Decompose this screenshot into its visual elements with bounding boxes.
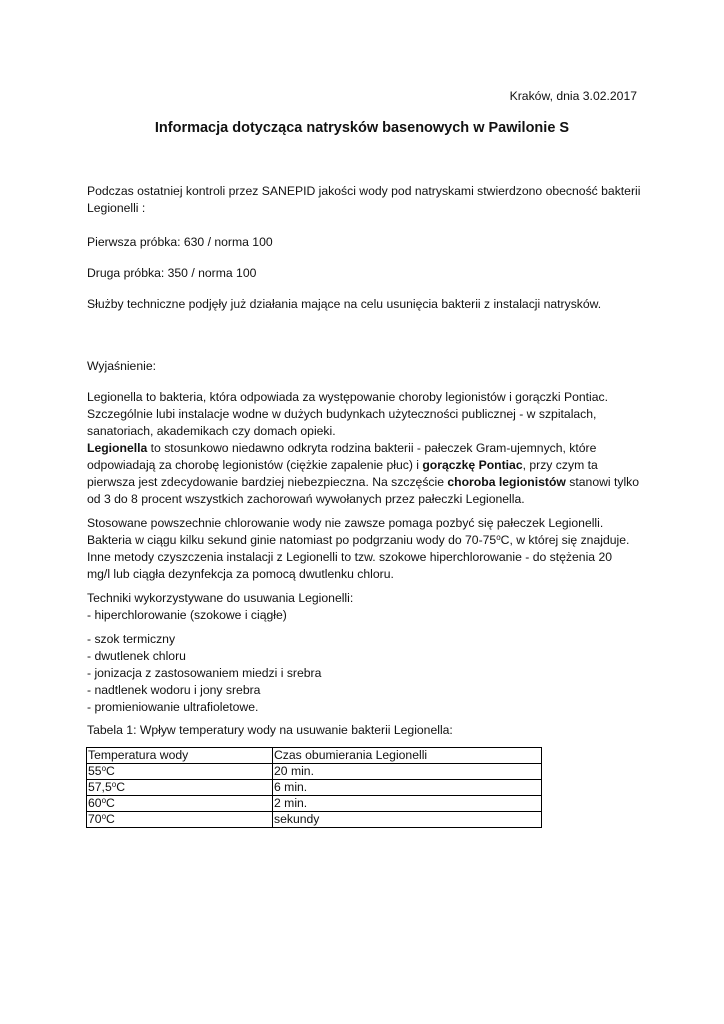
chlorination-line: Stosowane powszechnie chlorowanie wody nie zawsze pomaga pozbyć się pałeczek Legionelli. bbox=[87, 516, 604, 530]
table-cell-time: 20 min. bbox=[273, 764, 542, 780]
table-header-row bbox=[87, 748, 542, 764]
text-span: Bakteria w ciągu kilku sekund ginie natomiast po podgrzaniu wody do 70-75 bbox=[87, 533, 497, 547]
document-date: Kraków, dnia 3.02.2017 bbox=[509, 89, 637, 103]
chlorination-line: Inne metody czyszczenia instalacji z Legionelli to tzw. szokowe hiperchlorowanie - do stężenia 20 bbox=[87, 550, 613, 564]
technique-item: - jonizacja z zastosowaniem miedzi i srebra bbox=[87, 666, 322, 680]
intro-paragraph bbox=[87, 183, 647, 217]
explanation-line bbox=[87, 457, 647, 474]
table-row bbox=[87, 780, 542, 796]
degree-sign: o bbox=[101, 812, 107, 821]
table-cell-temp bbox=[87, 796, 273, 812]
text-span: C, w której się znajduje. bbox=[500, 533, 630, 547]
temp-unit: C bbox=[106, 812, 115, 826]
table-row bbox=[87, 812, 542, 828]
document-title: Informacja dotycząca natrysków basenowych w Pawilonie S bbox=[154, 120, 570, 136]
techniques-list bbox=[87, 631, 647, 716]
temp-value: 60 bbox=[88, 796, 102, 810]
temp-unit: C bbox=[116, 780, 125, 794]
text-span: stanowi tylko bbox=[565, 475, 640, 489]
technique-item: - nadtlenek wodoru i jony srebra bbox=[87, 683, 261, 697]
degree-sign: o bbox=[101, 796, 107, 805]
temp-value: 57,5 bbox=[88, 780, 112, 794]
technique-item: - hiperchlorowanie (szokowe i ciągłe) bbox=[87, 608, 287, 622]
explanation-line bbox=[87, 474, 647, 491]
technique-item: - promieniowanie ultrafioletowe. bbox=[87, 700, 259, 714]
table-cell-temp bbox=[87, 764, 273, 780]
table-header-cell: Temperatura wody bbox=[87, 748, 273, 764]
temp-unit: C bbox=[106, 796, 115, 810]
table-cell-time: 2 min. bbox=[273, 796, 542, 812]
text-span: odpowiadają za chorobę legionistów (ciężkie zapalenie płuc) i bbox=[87, 458, 423, 472]
temperature-table bbox=[86, 747, 542, 828]
explanation-heading: Wyjaśnienie: bbox=[87, 359, 156, 373]
temp-value: 55 bbox=[88, 764, 102, 778]
table-header-cell: Czas obumierania Legionelli bbox=[273, 748, 542, 764]
temp-unit: C bbox=[106, 764, 115, 778]
table-caption: Tabela 1: Wpływ temperatury wody na usuwanie bakterii Legionella: bbox=[87, 723, 453, 737]
intro-line-2: Legionelli : bbox=[87, 201, 146, 215]
text-span: pierwsza jest zdecydowanie bardziej niebezpieczna. Na szczęście bbox=[87, 475, 448, 489]
chlorination-paragraph bbox=[87, 515, 647, 583]
bold-legionella: Legionella bbox=[87, 441, 148, 455]
text-span: to stosunkowo niedawno odkryta rodzina bakterii - pałeczek Gram-ujemnych, które bbox=[147, 441, 597, 455]
intro-line-1: Podczas ostatniej kontroli przez SANEPID jakości wody pod natryskami stwierdzono obecność bakterii bbox=[87, 184, 641, 198]
degree-sign: o bbox=[111, 780, 117, 789]
table-cell-temp bbox=[87, 780, 273, 796]
table-row bbox=[87, 764, 542, 780]
services-note: Służby techniczne podjęły już działania mające na celu usunięcia bakterii z instalacji natrysków. bbox=[87, 297, 602, 311]
sample-1: Pierwsza próbka: 630 / norma 100 bbox=[87, 235, 273, 249]
explanation-line: od 3 do 8 procent wszystkich zachorowań wywołanych przez pałeczki Legionella. bbox=[87, 492, 525, 506]
table-cell-time: 6 min. bbox=[273, 780, 542, 796]
chlorination-line: mg/l lub ciągła dezynfekcja za pomocą dwutlenku chloru. bbox=[87, 567, 394, 581]
explanation-line: Legionella to bakteria, która odpowiada za występowanie choroby legionistów i gorączki Pontiac. bbox=[87, 390, 608, 404]
sample-2: Druga próbka: 350 / norma 100 bbox=[87, 266, 257, 280]
bold-disease: choroba legionistów bbox=[447, 475, 566, 489]
explanation-line bbox=[87, 440, 647, 457]
techniques-heading: Techniki wykorzystywane do usuwania Legionelli: bbox=[87, 591, 354, 605]
explanation-paragraph bbox=[87, 389, 647, 508]
chlorination-line bbox=[87, 532, 647, 549]
degree-sign: o bbox=[496, 533, 501, 542]
explanation-line: sanatoriach, akademikach czy domach opieki. bbox=[87, 424, 336, 438]
degree-sign: o bbox=[101, 764, 107, 773]
bold-pontiac: gorączkę Pontiac bbox=[422, 458, 523, 472]
table-row bbox=[87, 796, 542, 812]
temp-value: 70 bbox=[88, 812, 102, 826]
text-span: , przy czym ta bbox=[522, 458, 598, 472]
table-cell-time: sekundy bbox=[273, 812, 542, 828]
techniques-block bbox=[87, 590, 647, 624]
table-cell-temp bbox=[87, 812, 273, 828]
technique-item: - szok termiczny bbox=[87, 632, 176, 646]
explanation-line: Szczególnie lubi instalacje wodne w dużych budynkach użyteczności publicznej - w szpitalach, bbox=[87, 407, 597, 421]
technique-item: - dwutlenek chloru bbox=[87, 649, 186, 663]
